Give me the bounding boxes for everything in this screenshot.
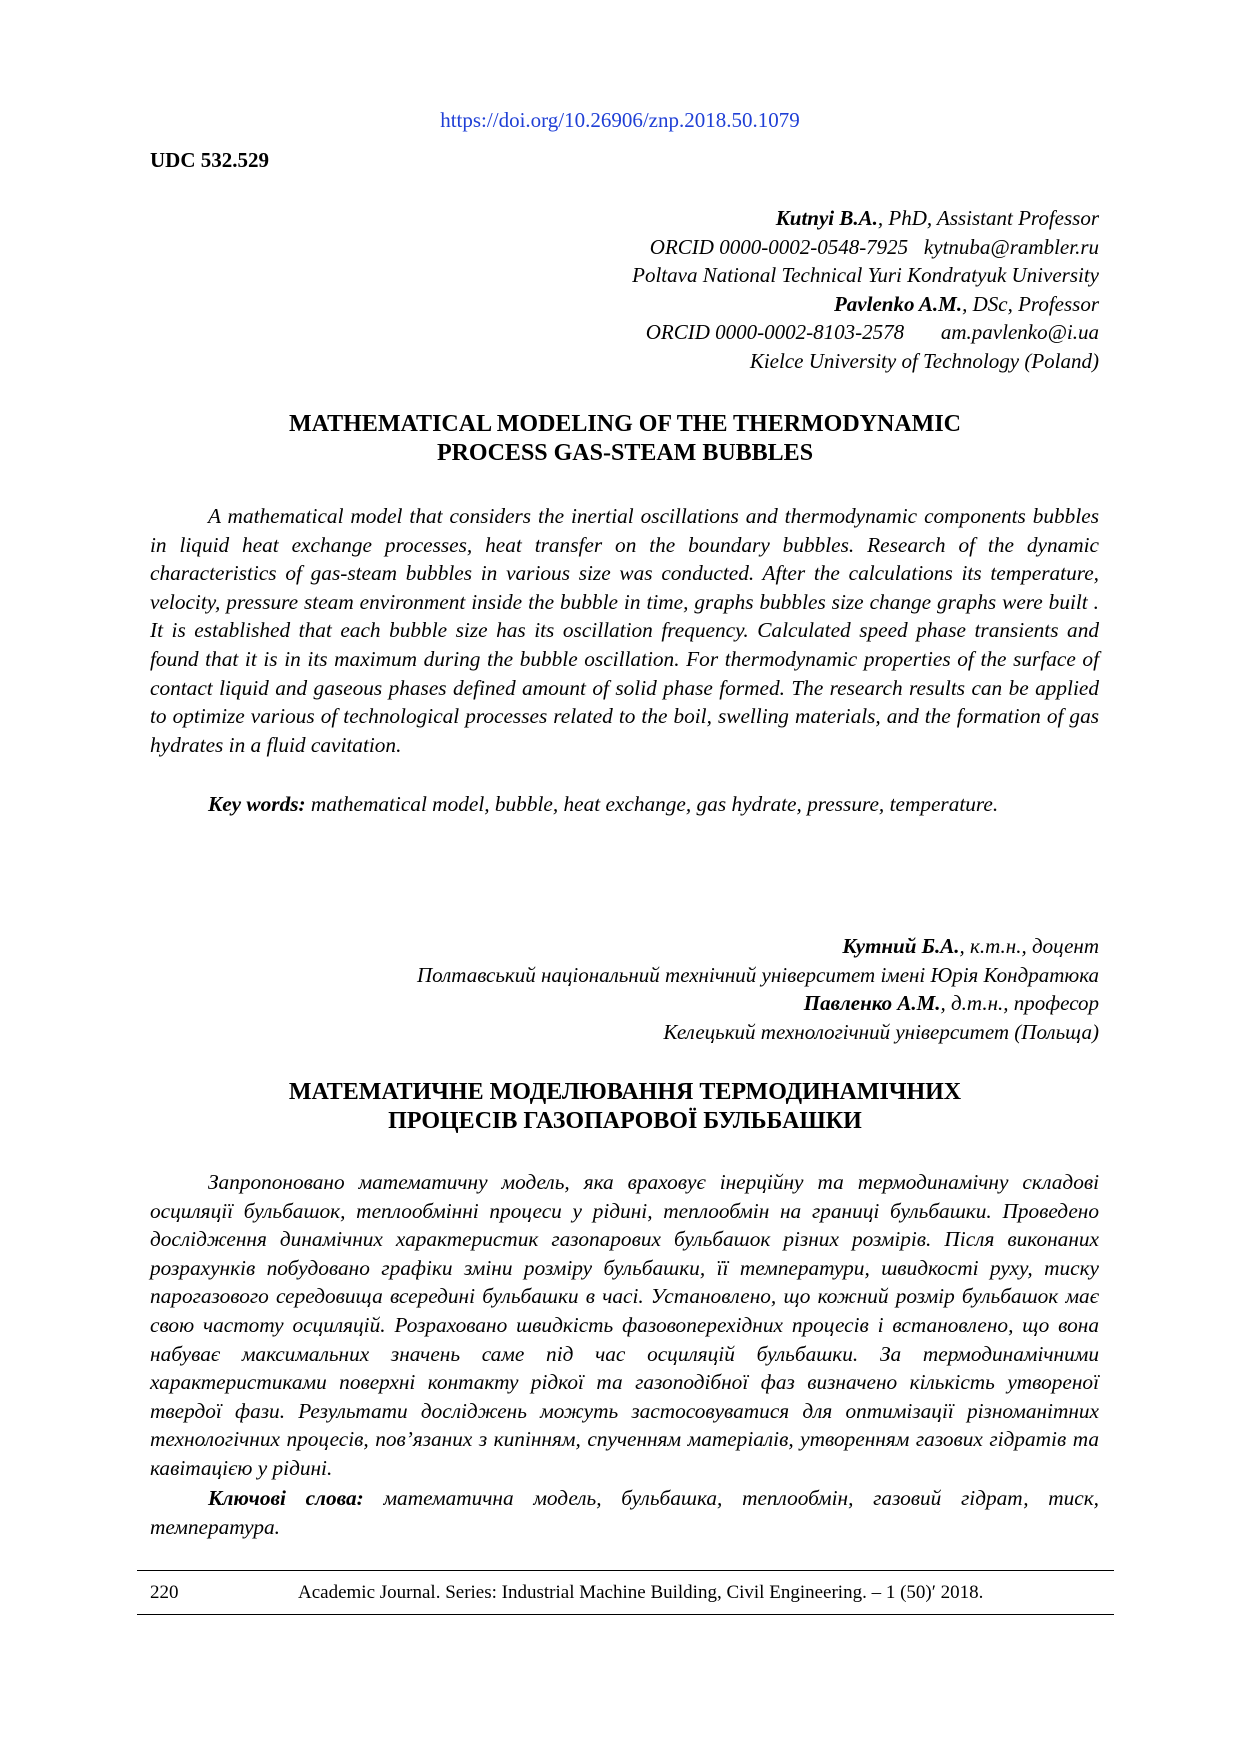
author-name: Павленко А.М. <box>803 991 941 1016</box>
footer-rule-top <box>137 1570 1114 1571</box>
title-en <box>150 410 1100 468</box>
author-affiliation: Kielce University of Technology (Poland) <box>749 348 1099 373</box>
title-line: МАТЕМАТИЧНЕ МОДЕЛЮВАННЯ ТЕРМОДИНАМІЧНИХ <box>288 1079 962 1105</box>
keywords-label: Key words: <box>208 792 306 816</box>
author-line <box>417 989 1099 1018</box>
author-name: Pavlenko A.M. <box>833 291 963 316</box>
title-line: ПРОЦЕСІВ ГАЗОПАРОВОЇ БУЛЬБАШКИ <box>388 1108 862 1134</box>
page-number: 220 <box>150 1582 179 1603</box>
keywords-en <box>150 790 1099 819</box>
abstract-en: A mathematical model that considers the inertial oscillations and thermodynamic components bubbles in liquid heat exchange processes, heat transfer on the boundary bubbles. Research of the dynamic characteristics of gas-steam bubbles in various size was conducted. After the calculations its temperature, velocity, pressure steam environment inside the bubble in time, graphs bubbles size change graphs were built . It is established that each bubble size has its oscillation frequency. Calculated speed phase transients and found that it is in its maximum during the bubble oscillation. For thermodynamic properties of the surface of contact liquid and gaseous phases defined amount of solid phase formed. The research results can be applied to optimize various of technological processes related to the boil, swelling materials, and the formation of gas hydrates in a fluid cavitation. <box>150 504 1099 757</box>
author-line <box>632 204 1099 233</box>
keywords-text: математична модель, бульбашка, теплообмін, газовий гідрат, тиск, температура. <box>150 1486 1099 1539</box>
author-orcid: ORCID 0000-0002-0548-7925 kytnuba@rambler.ru <box>649 234 1099 259</box>
journal-citation: Academic Journal. Series: Industrial Machine Building, Civil Engineering. – 1 (50)′ 2018. <box>298 1582 984 1603</box>
author-name: Kutnyi B.A. <box>775 206 878 230</box>
title-ua <box>150 1078 1100 1136</box>
author-degree: , к.т.н., доцент <box>959 934 1099 958</box>
udc-code: UDC 532.529 <box>150 148 269 172</box>
author-line <box>417 932 1099 961</box>
title-line: MATHEMATICAL MODELING OF THE THERMODYNAMIC <box>288 411 962 437</box>
title-line: PROCESS GAS-STEAM BUBBLES <box>436 440 814 466</box>
author-name: Кутний Б.А. <box>842 934 960 958</box>
author-affiliation: Полтавський національний технічний університет імені Юрія Кондратюка <box>416 962 1099 987</box>
author-degree: , PhD, Assistant Professor <box>877 206 1099 230</box>
keywords-ua <box>150 1484 1099 1541</box>
author-degree: , д.т.н., професор <box>940 991 1099 1016</box>
author-line <box>632 290 1099 319</box>
keywords-label: Ключові слова: <box>208 1486 364 1510</box>
authors-ua <box>417 932 1099 1046</box>
author-affiliation: Poltava National Technical Yuri Kondratyuk University <box>632 263 1099 288</box>
abstract-ua: Запропоновано математичну модель, яка враховує інерційну та термодинамічну складові осциляції бульбашок, теплообмінні процеси у рідині, теплообмін на границі бульбашки. Проведено дослідження динамічних характеристик газопарових бульбашок різних розмірів. Після виконаних розрахунків побудовано графіки зміни розміру бульбашки, її температури, швидкості руху, тиску парогазового середовища всередині бульбашки в часі. Установлено, що кожний розмір бульбашок має свою частоту осциляцій. Розраховано швидкість фазовоперехідних процесів і встановлено, що вона набуває максимальних значень саме під час осциляцій бульбашки. За термодинамічними характеристиками поверхні контакту рідкої та газоподібної фаз визначено кількість утвореної твердої фази. Результати досліджень можуть застосовуватися для оптимізації різноманітних технологічних процесів, пов’язаних з кипінням, спученням матеріалів, утворенням газових гідратів та кавітацією у рідині. <box>150 1170 1099 1480</box>
author-orcid: ORCID 0000-0002-8103-2578 am.pavlenko@i.ua <box>645 320 1099 345</box>
keywords-text: mathematical model, bubble, heat exchange, gas hydrate, pressure, temperature. <box>305 792 999 816</box>
authors-en <box>632 204 1099 376</box>
footer-rule-bottom <box>137 1614 1114 1615</box>
doi-link[interactable]: https://doi.org/10.26906/znp.2018.50.1079 <box>440 108 800 132</box>
author-affiliation: Келецький технологічний університет (Польща) <box>663 1019 1099 1044</box>
author-degree: , DSc, Professor <box>962 291 1099 316</box>
